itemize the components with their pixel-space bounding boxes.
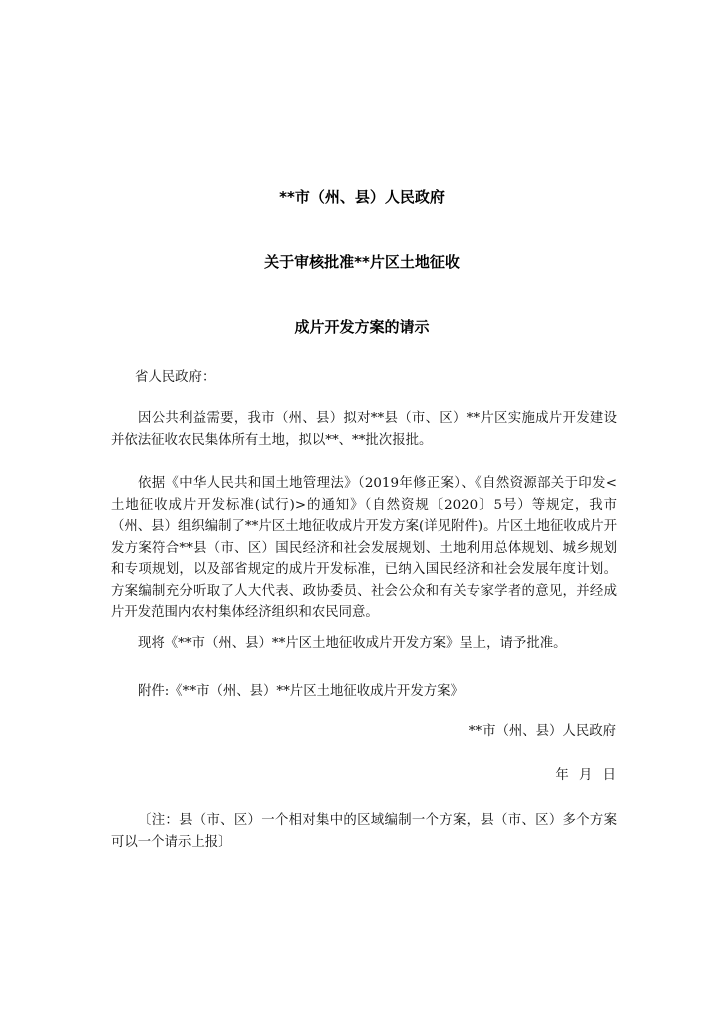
body-paragraph-request: 现将《**市（州、县）**片区土地征收成片开发方案》呈上，请予批准。	[138, 636, 567, 651]
title-subject-line1: 关于审核批准**片区土地征收	[264, 253, 460, 271]
note: 〔注：县（市、区）一个相对集中的区域编制一个方案，县（市、区）多个方案可以一个请示上报〕	[111, 813, 617, 850]
signer: **市（州、县）人民政府	[468, 724, 616, 739]
body-paragraph-reason: 因公共利益需要，我市（州、县）拟对**县（市、区）**片区实施成片开发建设并依法征收农民集体所有土地，拟以**、**批次报批。	[111, 411, 617, 448]
attachment-line: 附件:《**市（州、县）**片区土地征收成片开发方案》	[138, 684, 464, 699]
title-issuer: **市（州、县）人民政府	[279, 188, 445, 206]
body-paragraph-basis: 依据《中华人民共和国土地管理法》（2019年修正案）、《自然资源部关于印发<土地征收成片开发标准(试行)>的通知》（自然资规〔2020〕5号）等规定，我市（州、县）组织编制了**片区土地征收成片开发方案(详见附件)。片区土地征收成片开发方案符合**县（市、区）国民经济和社会发展规划、土地利用总体规划、城乡规划和专项规划，以及部省规定的成片开发标准，已纳入国民经济和社会发展年度计划。方案编制充分听取了人大代表、政协委员、社会公众和有关专家学者的意见，并经成片开发范围内农村集体经济组织和农民同意。	[111, 476, 617, 620]
title-subject-line2: 成片开发方案的请示	[294, 318, 430, 336]
salutation: 省人民政府：	[135, 370, 216, 385]
date-line: 年 月 日	[555, 768, 616, 783]
